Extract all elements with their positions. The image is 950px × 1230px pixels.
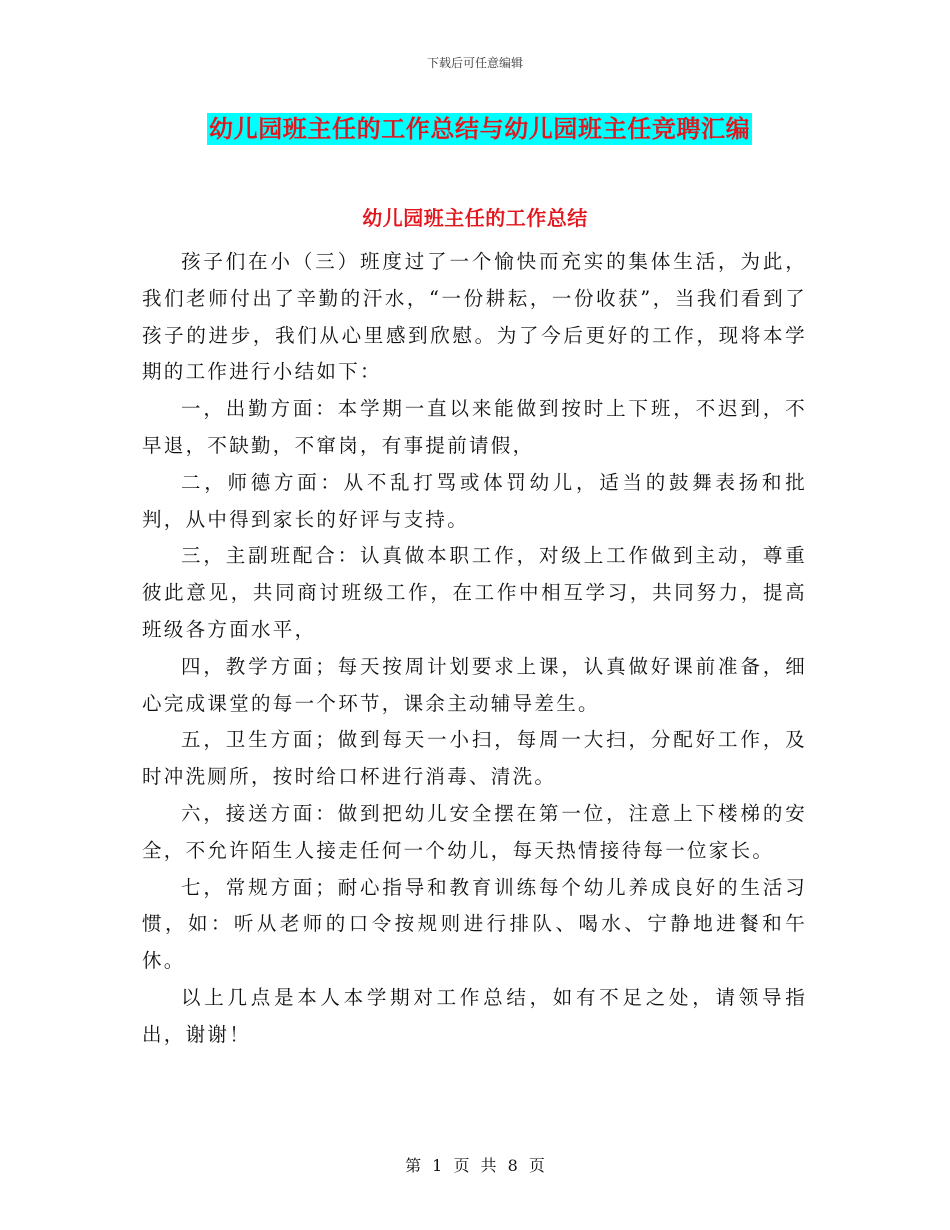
document-title: 幼儿园班主任的工作总结与幼儿园班主任竞聘汇编 bbox=[209, 114, 751, 143]
body-paragraph-ethics: 二，师德方面：从不乱打骂或体罚幼儿，适当的鼓舞表扬和批判，从中得到家长的好评与支持。 bbox=[142, 470, 807, 531]
body-paragraph-cooperation: 三，主副班配合：认真做本职工作，对级上工作做到主动，尊重彼此意见，共同商讨班级工作，在工作中相互学习，共同努力，提高班级各方面水平， bbox=[142, 544, 807, 641]
section-title: 幼儿园班主任的工作总结 bbox=[362, 206, 588, 230]
body-paragraph-hygiene: 五，卫生方面；做到每天一小扫，每周一大扫，分配好工作，及时冲洗厕所，按时给口杯进行消毒、清洗。 bbox=[142, 728, 807, 789]
body-paragraph-intro: 孩子们在小（三）班度过了一个愉快而充实的集体生活，为此，我们老师付出了辛勤的汗水，“一份耕耘，一份收获”，当我们看到了孩子的进步，我们从心里感到欣慰。为了今后更好的工作，现将本学期的工作进行小结如下： bbox=[142, 250, 807, 384]
page-header-note: 下载后可任意编辑 bbox=[426, 56, 523, 70]
body-paragraph-teaching: 四，教学方面；每天按周计划要求上课，认真做好课前准备，细心完成课堂的每一个环节，课余主动辅导差生。 bbox=[142, 654, 807, 715]
body-paragraph-closing: 以上几点是本人本学期对工作总结，如有不足之处，请领导指出，谢谢！ bbox=[142, 985, 807, 1046]
page-number-footer: 第 1 页 共 8 页 bbox=[405, 1156, 545, 1175]
body-paragraph-attendance: 一，出勤方面：本学期一直以来能做到按时上下班，不迟到，不早退，不缺勤，不窜岗，有事提前请假， bbox=[142, 397, 807, 457]
document-body bbox=[142, 244, 807, 1054]
body-paragraph-routine: 七，常规方面；耐心指导和教育训练每个幼儿养成良好的生活习惯，如：听从老师的口令按规则进行排队、喝水、宁静地进餐和午休。 bbox=[142, 875, 807, 973]
body-paragraph-pickup: 六，接送方面：做到把幼儿安全摆在第一位，注意上下楼梯的安全，不允许陌生人接走任何一个幼儿，每天热情接待每一位家长。 bbox=[142, 801, 807, 862]
